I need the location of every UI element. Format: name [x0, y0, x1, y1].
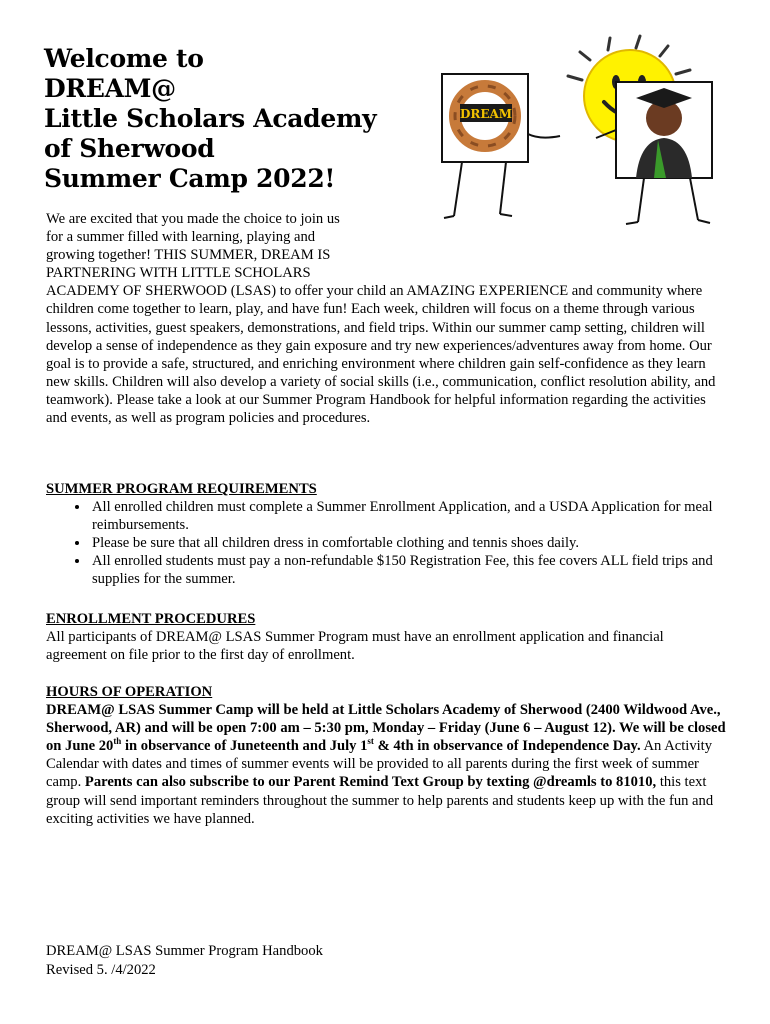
title-line: DREAM@ [44, 74, 176, 103]
intro-body: ACADEMY OF SHERWOOD (LSAS) to offer your child an AMAZING EXPERIENCE and community where children come together to learn, play, and have fun! Each week, children will focus on a theme through various lessons, activities, guest speakers, demonstrations, and field trips. Within our summer camp setting, children will develop a sense of independence as they gain exposure and try new experiences/adventures away from home. Our goal is to provide a safe, structured, and enriching environment where children gain self-confidence as they learn new skills. Children will also develop a variety of social skills (i.e., communication, conflict resolution ability, and teamwork). Please take a look at our Summer Program Handbook for helpful information regarding the activities and events, as well as program policies and procedures. [46, 283, 716, 427]
intro-line: We are excited that you made the choice to join us [46, 211, 340, 227]
page-footer [46, 942, 726, 980]
list-item: • All enrolled students must pay a non-refundable $150 Registration Fee, this fee covers ALL field trips and supplies for the summer. [90, 552, 726, 588]
hands-circle-sign-icon [442, 74, 528, 218]
intro-line: for a summer filled with learning, playing and [46, 229, 316, 246]
intro-line: PARTNERING WITH LITTLE SCHOLARS [46, 265, 311, 282]
enrollment-heading: ENROLLMENT PROCEDURES [46, 611, 256, 627]
title-line: of Sherwood [44, 134, 215, 163]
page-title [44, 44, 376, 194]
ordinal-suffix: th [113, 736, 122, 747]
title-line: Little Scholars Academy [44, 104, 377, 133]
hours-text [46, 701, 726, 828]
hours-bold-text: in observance of Juneteenth and July 1 [121, 738, 368, 755]
footer-handbook-title: DREAM@ LSAS Summer Program Handbook [46, 943, 323, 959]
hours-heading: HOURS OF OPERATION [46, 684, 213, 700]
requirements-heading: SUMMER PROGRAM REQUIREMENTS [46, 481, 317, 497]
list-item: • Please be sure that all children dress in comfortable clothing and tennis shoes daily. [90, 534, 726, 552]
hours-bold-text: DREAM@ LSAS Summer Camp will be held at Little Scholars Academy of Sherwood (2400 Wildwood Ave., Sherwood, AR) and will be open 7:00 am – 5:30 pm, Monday – Friday (June 6 – August 12). We will be closed on June 20 [46, 702, 726, 755]
enrollment-text: All participants of DREAM@ LSAS Summer Program must have an enrollment application and financial agreement on file prior to the first day of enrollment. [46, 629, 664, 664]
title-line: Summer Camp 2022! [44, 164, 336, 193]
dream-sign-label: DREAM [459, 107, 513, 121]
intro-line: growing together! THIS SUMMER, DREAM IS [46, 247, 331, 264]
ordinal-suffix: st [367, 736, 374, 747]
hours-section [46, 683, 726, 828]
enrollment-section [46, 610, 726, 664]
list-item: • All enrolled children must complete a Summer Enrollment Application, and a USDA Application for meal reimbursements. [90, 498, 726, 534]
hours-bold-text: & 4th in observance of Independence Day. [373, 738, 641, 755]
title-line: Welcome to [44, 44, 204, 73]
hours-plain-text: this text group will send important reminders throughout the summer to help parents and students keep up with the fun and exciting activities we have planned. [46, 774, 714, 827]
footer-revised-date: Revised 5. /4/2022 [46, 962, 156, 978]
requirements-section [46, 480, 726, 589]
remind-text-group: Parents can also subscribe to our Parent Remind Text Group by texting @dreamls to 81010, [84, 774, 657, 791]
hours-plain-text: An Activity Calendar with dates and times of summer events will be provided to all parents during the first week of summer camp. [46, 738, 713, 791]
intro-paragraph [46, 210, 726, 427]
requirements-list [46, 498, 726, 588]
summer-sun-illustration [440, 30, 740, 230]
graduate-sign-icon [616, 82, 712, 224]
